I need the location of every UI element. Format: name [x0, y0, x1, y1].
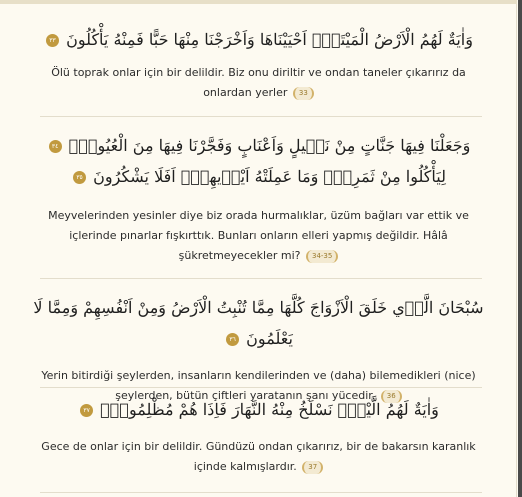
arabic-verse [28, 292, 490, 354]
verse-divider [40, 387, 482, 388]
arabic-text: وَاٰيَةٌ لَهُمُ الَّيْلُۚ نَسْلَخُ مِنْهُ النَّهَارَ فَاِذَا هُمْ مُظْلِمُونَۙ [100, 400, 439, 419]
verse-block-36 [0, 292, 517, 406]
verse-reference-badge[interactable]: 37 [302, 461, 323, 474]
arabic-text: لِيَأْكُلُوا مِنْ ثَمَرِهٖۙ وَمَا عَمِلَتْهُ اَيْدٖيهِمْۜ اَفَلَا يَشْكُرُونَ [93, 167, 446, 186]
translation-text [28, 437, 490, 477]
translation-text [28, 63, 490, 103]
translation-text [28, 206, 490, 266]
arabic-verse [28, 24, 490, 55]
arabic-verse [28, 394, 490, 425]
verse-block-33 [0, 24, 517, 103]
verse-block-34-35 [0, 130, 517, 266]
arabic-text: وَجَعَلْنَا فِيهَا جَنَّاتٍ مِنْ نَخٖيلٍ وَاَعْنَابٍ وَفَجَّرْنَا فِيهَا مِنَ الْعُيُونِۙ [68, 136, 471, 155]
verse-reference-badge[interactable]: 33 [293, 87, 314, 100]
arabic-text: وَاٰيَةٌ لَهُمُ الْاَرْضُ الْمَيْتَةُۚ اَحْيَيْنَاهَا وَاَخْرَجْنَا مِنْهَا حَبًّا فَمِنْهُ يَأْكُلُونَ [66, 30, 473, 49]
verse-block-37 [0, 394, 517, 477]
verse-divider [40, 116, 482, 117]
ayah-number-mark: ٣٦ [226, 333, 239, 346]
verse-reference-badge[interactable]: 34-35 [306, 250, 338, 263]
verse-divider [40, 278, 482, 279]
translation-body: Gece de onlar için bir delildir. Gündüzü ondan çıkarırız, bir de bakarsın karanlık içinde kalmışlardır. [41, 440, 476, 473]
verse-reference-badge[interactable]: 36 [381, 390, 402, 403]
arabic-verse [28, 130, 490, 192]
top-border [0, 0, 517, 4]
ayah-number-mark: ٣٤ [49, 140, 62, 153]
translation-body: Meyvelerinden yesinler diye biz orada hurmalıklar, üzüm bağları var ettik ve içlerinde pınarlar fışkırttık. Bunları onların elleri yapmış değildir. Hâlâ şükretmeyecekler mi? [48, 209, 469, 262]
verse-divider [40, 492, 482, 493]
arabic-text: سُبْحَانَ الَّذٖي خَلَقَ الْاَزْوَاجَ كُلَّهَا مِمَّا تُنْبِتُ الْاَرْضُ وَمِنْ اَنْفُسِهِمْ وَمِمَّا لَا يَعْلَمُونَ [33, 298, 484, 348]
ayah-number-mark: ٣٥ [73, 171, 86, 184]
translation-body: Yerin bitirdiği şeylerden, insanların kendilerinden ve (daha) bilemedikleri (nice) şeylerden, bütün çiftleri yaratanın şanı yücedir. [41, 369, 476, 402]
translation-body: Ölü toprak onlar için bir delildir. Biz onu diriltir ve ondan taneler çıkarırız da onlardan yerler [51, 66, 466, 99]
scrollbar-thumb[interactable] [518, 0, 522, 497]
ayah-number-mark: ٣٧ [80, 404, 93, 417]
ayah-number-mark: ٣٣ [46, 34, 59, 47]
